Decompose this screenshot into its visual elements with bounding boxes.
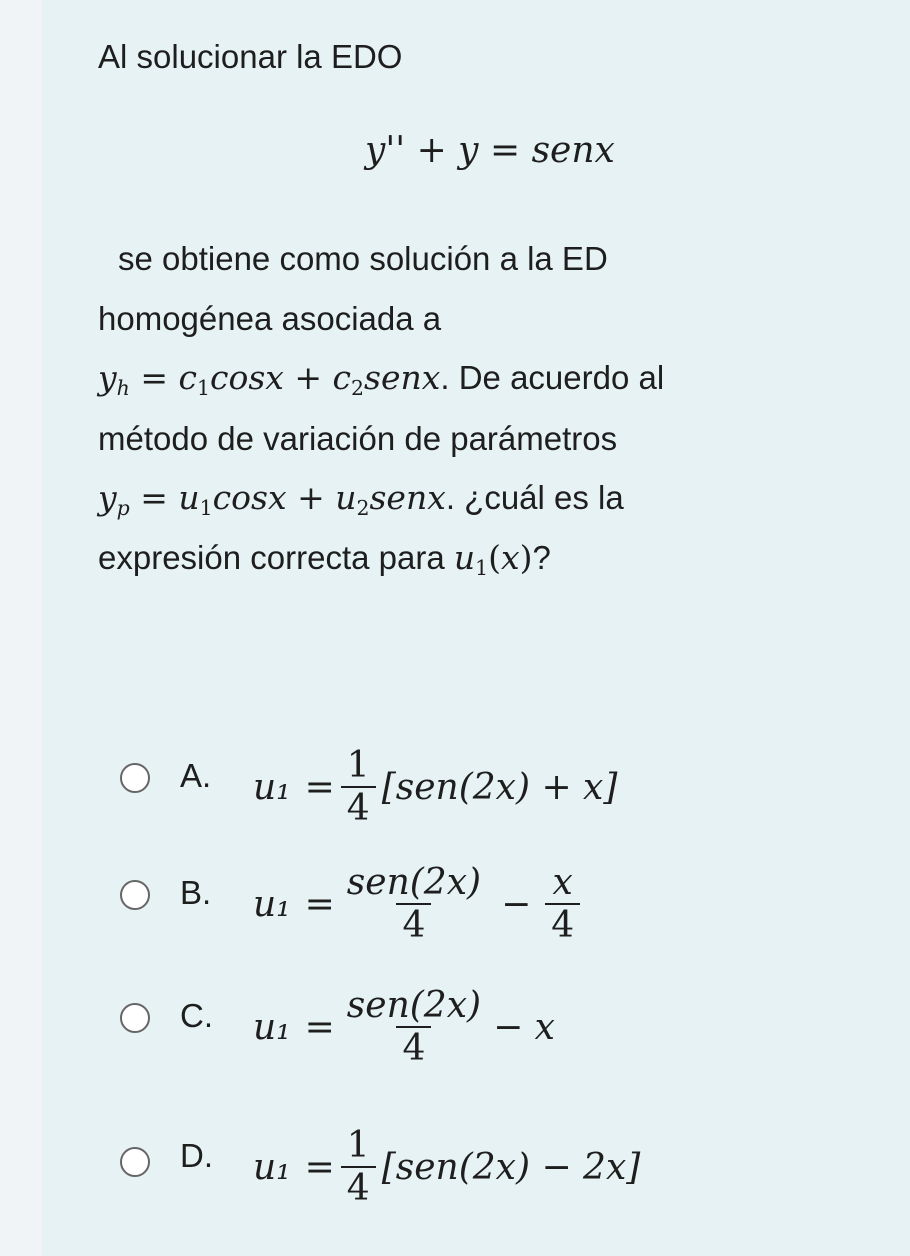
u1-of-x: $u_1(x)$ xyxy=(453,538,533,581)
option-d-denominator: 4 xyxy=(341,1166,376,1209)
option-a-letter: A. xyxy=(180,757,212,794)
option-b-denominator: 4 xyxy=(396,903,431,946)
text-line-3: homogénea asociada a xyxy=(98,300,442,337)
intro-text: Al solucionar la EDO xyxy=(98,38,403,75)
question-prompt: expresión correcta para xyxy=(98,539,445,576)
option-c-rest: − x xyxy=(493,1006,555,1048)
option-a-denominator: 4 xyxy=(341,786,376,829)
ode-equation: y'' + y = senx xyxy=(365,130,615,171)
option-a-numerator: 1 xyxy=(346,745,370,786)
option-b-numerator-2: x xyxy=(552,862,573,903)
option-a-fraction xyxy=(341,745,376,830)
option-c-lhs: u₁ xyxy=(253,1006,291,1048)
radio-option-d[interactable] xyxy=(120,1147,150,1177)
option-d-lhs: u₁ xyxy=(253,1146,291,1188)
option-b-numerator: sen(2x) xyxy=(346,862,482,903)
option-d-numerator: 1 xyxy=(346,1125,370,1166)
option-c-fraction xyxy=(341,985,487,1070)
option-c-numerator: sen(2x) xyxy=(346,985,482,1026)
option-b-fraction-1 xyxy=(341,862,487,947)
option-d-formula xyxy=(253,1125,640,1210)
option-b-equals: = xyxy=(304,883,335,925)
option-b-denominator-2: 4 xyxy=(545,903,580,946)
option-b-lhs: u₁ xyxy=(253,883,291,925)
option-a-rest: [sen(2x) + x] xyxy=(381,766,618,808)
yh-trailing-text: De acuerdo al xyxy=(458,359,665,396)
text-line-2: se obtiene como solución a la ED xyxy=(118,240,608,277)
option-b-minus: − xyxy=(501,883,532,925)
yh-line: $y_h = c_1\cos x$ + $c_2senx$. De acuerdo al xyxy=(98,358,665,401)
option-b-fraction-2 xyxy=(545,862,580,947)
option-c-formula xyxy=(253,985,555,1070)
text-line-7 xyxy=(98,538,551,581)
radio-option-b[interactable] xyxy=(120,880,150,910)
option-c-equals: = xyxy=(304,1006,335,1048)
radio-option-c[interactable] xyxy=(120,1003,150,1033)
question-mark: ? xyxy=(532,539,551,576)
option-d[interactable] xyxy=(118,1125,878,1245)
option-a-lhs: u₁ xyxy=(253,766,291,808)
yp-trailing-text: ¿cuál es la xyxy=(464,479,624,516)
option-d-equals: = xyxy=(304,1146,335,1188)
option-a-formula xyxy=(253,745,617,830)
option-d-letter: D. xyxy=(180,1137,213,1174)
option-a-equals: = xyxy=(304,766,335,808)
option-c-letter: C. xyxy=(180,997,213,1034)
yh-formula: $y_h = c_1\cos x$ + $c_2senx$ xyxy=(98,358,441,401)
radio-option-a[interactable] xyxy=(120,763,150,793)
option-d-rest: [sen(2x) − 2x] xyxy=(381,1146,641,1188)
yp-formula: $y_p = u_1\cos x$ + $u_2senx$ xyxy=(98,478,446,521)
option-b[interactable] xyxy=(118,862,878,982)
option-b-formula xyxy=(253,862,586,947)
yp-line: $y_p = u_1\cos x$ + $u_2senx$. ¿cuál es la xyxy=(98,478,624,521)
option-a[interactable] xyxy=(118,745,878,865)
option-c-denominator: 4 xyxy=(396,1026,431,1069)
option-d-fraction xyxy=(341,1125,376,1210)
text-line-5: método de variación de parámetros xyxy=(98,420,618,457)
option-b-letter: B. xyxy=(180,874,212,911)
option-c[interactable] xyxy=(118,985,878,1105)
